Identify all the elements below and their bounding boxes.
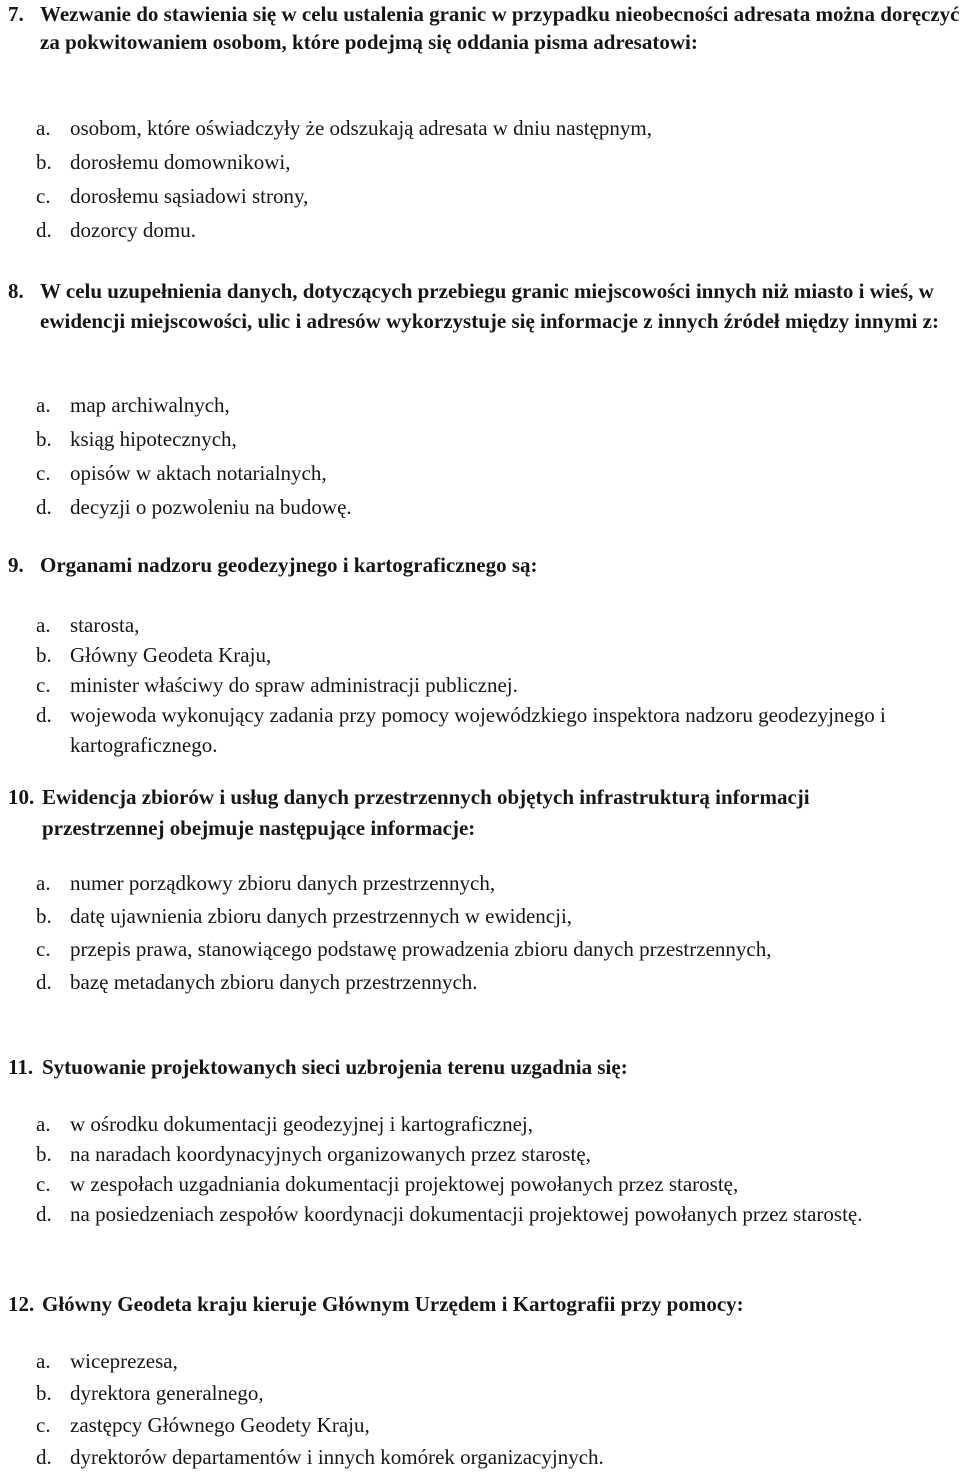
answer-text: starosta,	[70, 613, 140, 637]
answer-text: decyzji o pozwoleniu na budowę.	[70, 495, 352, 519]
answer-text: datę ujawnienia zbioru danych przestrzennych w ewidencji,	[70, 904, 573, 928]
question-7	[0, 0, 960, 56]
answer-12b	[0, 1378, 960, 1408]
answer-text: w ośrodku dokumentacji geodezyjnej i kartograficznej,	[70, 1112, 534, 1136]
answer-label: c.	[36, 1172, 51, 1196]
answer-label: c.	[36, 673, 51, 697]
answer-text: dyrektorów departamentów i innych komórek organizacyjnych.	[70, 1445, 604, 1469]
answer-label: d.	[36, 1202, 52, 1226]
answer-10c	[0, 934, 960, 964]
answer-label: a.	[36, 871, 51, 895]
answers-8	[0, 390, 960, 522]
question-9	[0, 551, 960, 579]
answer-11a	[0, 1109, 960, 1139]
question-number: 12.	[8, 1292, 35, 1316]
answer-label: a.	[36, 1349, 51, 1373]
question-number: 9.	[8, 553, 24, 577]
answer-text: dorosłemu sąsiadowi strony,	[70, 184, 309, 208]
answer-label: c.	[36, 461, 51, 485]
question-text: Główny Geodeta kraju kieruje Głównym Urzędem i Kartografii przy pomocy:	[42, 1292, 744, 1316]
answer-label: b.	[36, 427, 52, 451]
answer-12c	[0, 1410, 960, 1440]
answer-label: c.	[36, 184, 51, 208]
question-text: Ewidencja zbiorów i usług danych przestrzennych objętych infrastrukturą informacji przestrzennej obejmuje następujące informacje:	[42, 785, 815, 840]
question-11	[0, 1053, 960, 1081]
answer-label: b.	[36, 904, 52, 928]
answer-8a	[0, 390, 960, 420]
answer-text: wiceprezesa,	[70, 1349, 178, 1373]
question-7-header	[0, 0, 960, 56]
question-10	[0, 782, 960, 844]
answer-9c	[0, 670, 960, 700]
answer-text: Główny Geodeta Kraju,	[70, 643, 272, 667]
question-text: Wezwanie do stawienia się w celu ustalenia granic w przypadku nieobecności adresata można doręczyć za pokwitowaniem osobom, które podejmą się oddania pisma adresatowi:	[40, 2, 960, 54]
answer-label: c.	[36, 1413, 51, 1437]
answers-7	[0, 113, 960, 245]
answer-text: zastępcy Głównego Geodety Kraju,	[70, 1413, 370, 1437]
answer-8c	[0, 458, 960, 488]
answer-label: a.	[36, 1112, 51, 1136]
answers-10	[0, 868, 960, 997]
answer-label: d.	[36, 1445, 52, 1469]
answer-7d	[0, 215, 960, 245]
answer-text: map archiwalnych,	[70, 393, 230, 417]
answer-label: a.	[36, 393, 51, 417]
answer-text: minister właściwy do spraw administracji publicznej.	[70, 673, 518, 697]
question-8	[0, 276, 960, 336]
answer-10a	[0, 868, 960, 898]
answer-12a	[0, 1346, 960, 1376]
question-number: 7.	[8, 2, 24, 26]
answer-7a	[0, 113, 960, 143]
answer-label: b.	[36, 150, 52, 174]
answer-label: b.	[36, 643, 52, 667]
answer-text: na posiedzeniach zespołów koordynacji dokumentacji projektowej powołanych przez starostę.	[70, 1202, 863, 1226]
question-text: Organami nadzoru geodezyjnego i kartograficznego są:	[40, 553, 538, 577]
answer-8b	[0, 424, 960, 454]
answers-9	[0, 610, 960, 760]
answer-text: w zespołach uzgadniania dokumentacji projektowej powołanych przez starostę,	[70, 1172, 739, 1196]
answer-8d	[0, 492, 960, 522]
question-text: Sytuowanie projektowanych sieci uzbrojenia terenu uzgadnia się:	[42, 1055, 628, 1079]
answer-label: a.	[36, 116, 51, 140]
answers-12	[0, 1346, 960, 1472]
answer-7c	[0, 181, 960, 211]
answer-label: a.	[36, 613, 51, 637]
answer-label: c.	[36, 937, 51, 961]
answer-label: d.	[36, 970, 52, 994]
answer-label: b.	[36, 1381, 52, 1405]
answer-text: opisów w aktach notarialnych,	[70, 461, 327, 485]
question-12	[0, 1290, 960, 1318]
answer-text: wojewoda wykonujący zadania przy pomocy wojewódzkiego inspektora nadzoru geodezyjnego i kartograficznego.	[70, 703, 886, 757]
question-number: 10.	[8, 785, 35, 809]
answer-label: d.	[36, 495, 52, 519]
question-8-header	[0, 276, 960, 336]
question-number: 8.	[8, 279, 24, 303]
answer-text: numer porządkowy zbioru danych przestrzennych,	[70, 871, 496, 895]
answer-9b	[0, 640, 960, 670]
answer-text: dorosłemu domownikowi,	[70, 150, 291, 174]
answer-text: bazę metadanych zbioru danych przestrzennych.	[70, 970, 478, 994]
answer-9a	[0, 610, 960, 640]
answer-label: d.	[36, 218, 52, 242]
answer-label: b.	[36, 1142, 52, 1166]
answer-text: osobom, które oświadczyły że odszukają adresata w dniu następnym,	[70, 116, 653, 140]
answer-9d	[0, 700, 960, 760]
answer-12d	[0, 1442, 960, 1472]
answer-10b	[0, 901, 960, 931]
answer-11d	[0, 1199, 960, 1229]
question-10-header	[0, 782, 960, 844]
question-12-header	[0, 1290, 960, 1318]
question-9-header	[0, 551, 960, 579]
answer-text: dyrektora generalnego,	[70, 1381, 264, 1405]
answer-11c	[0, 1169, 960, 1199]
answer-10d	[0, 967, 960, 997]
answer-text: przepis prawa, stanowiącego podstawę prowadzenia zbioru danych przestrzennych,	[70, 937, 772, 961]
answer-7b	[0, 147, 960, 177]
question-11-header	[0, 1053, 960, 1081]
answers-11	[0, 1109, 960, 1229]
question-text: W celu uzupełnienia danych, dotyczących przebiegu granic miejscowości innych niż miasto i wieś, w ewidencji miejscowości, ulic i adresów wykorzystuje się informacje z innych źródeł między innymi z:	[40, 279, 940, 333]
answer-text: na naradach koordynacyjnych organizowanych przez starostę,	[70, 1142, 591, 1166]
answer-11b	[0, 1139, 960, 1169]
answer-text: dozorcy domu.	[70, 218, 196, 242]
answer-label: d.	[36, 703, 52, 727]
answer-text: ksiąg hipotecznych,	[70, 427, 237, 451]
question-number: 11.	[8, 1055, 34, 1079]
